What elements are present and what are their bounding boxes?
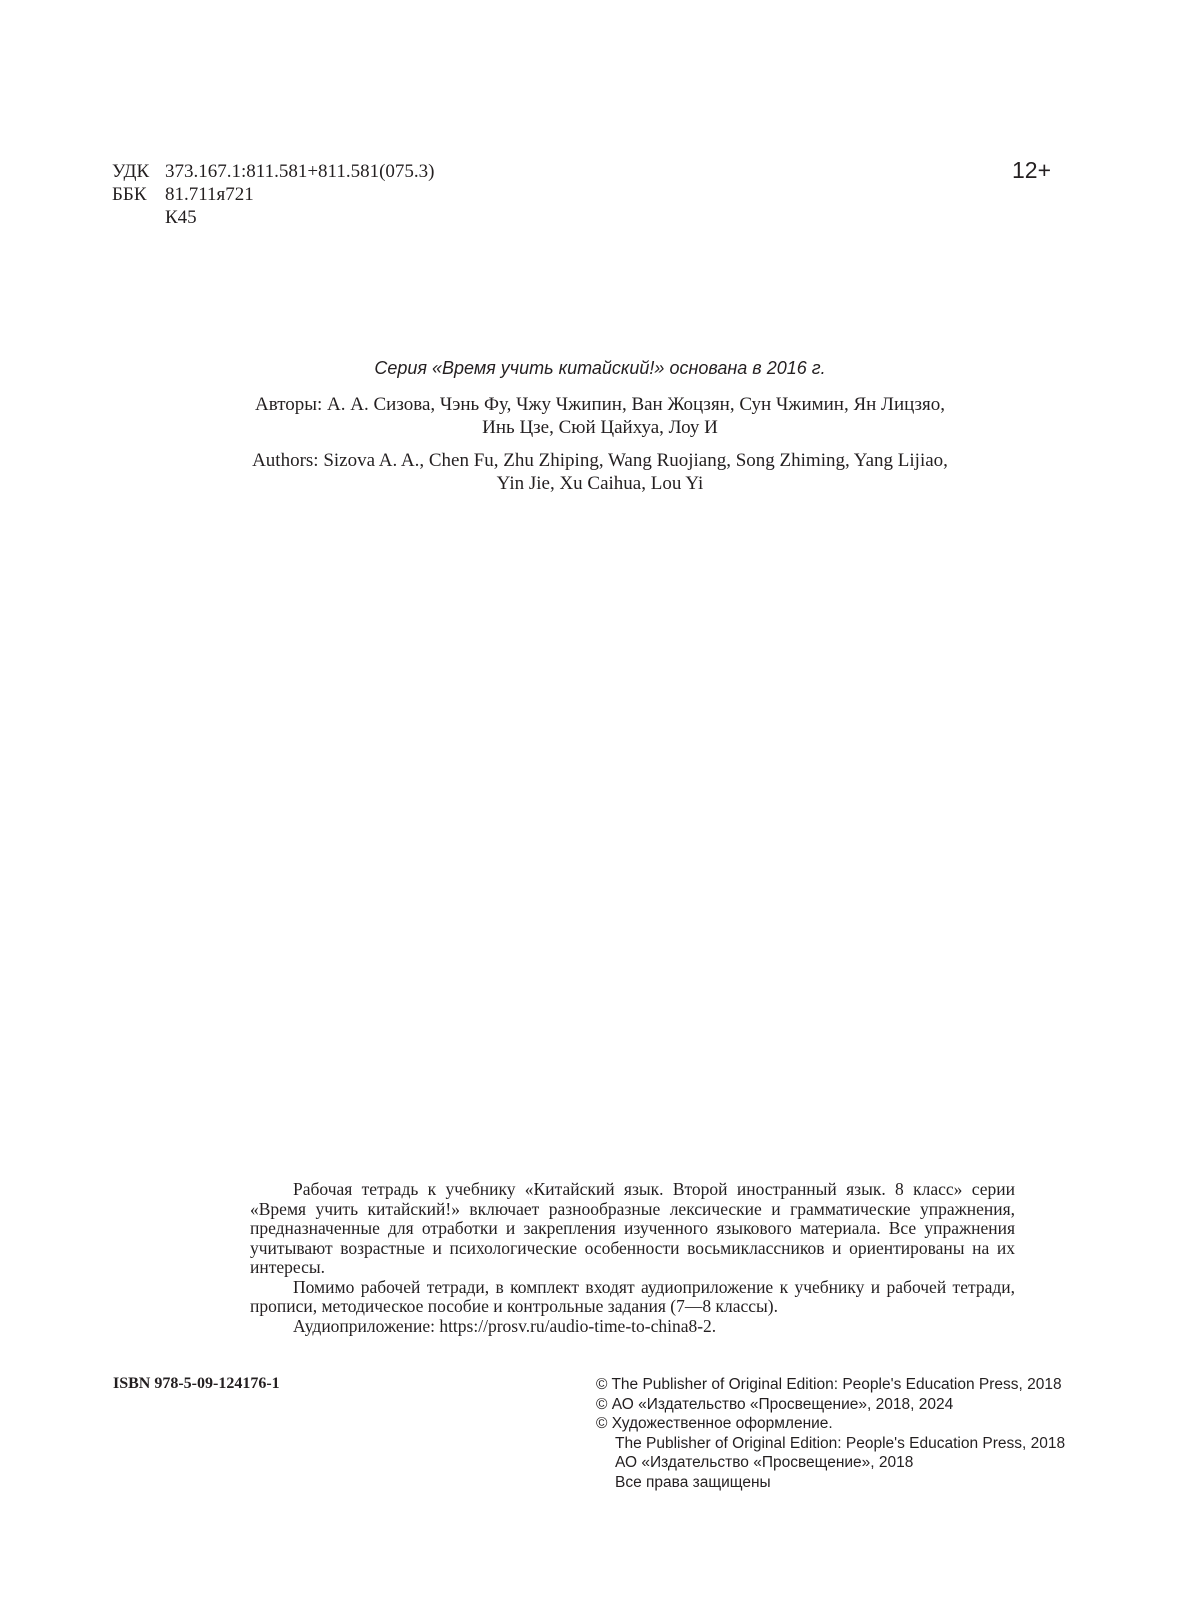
annotation: [250, 1180, 1015, 1336]
bbk-row: [112, 183, 435, 206]
author-mark: К45: [165, 207, 197, 228]
authors-en-line: Authors: Sizova A. A., Chen Fu, Zhu Zhiping, Wang Ruojiang, Song Zhiming, Yang Lijiao,: [252, 450, 948, 471]
isbn: ISBN 978-5-09-124176-1: [113, 1375, 280, 1392]
udk-value: 373.167.1:811.581+811.581(075.3): [165, 161, 435, 182]
copyright-line: АО «Издательство «Просвещение», 2018: [615, 1454, 914, 1471]
copyright-line: The Publisher of Original Edition: People's Education Press, 2018: [615, 1434, 1066, 1452]
age-rating: 12+: [1012, 157, 1052, 183]
authors-ru-line: Инь Цзе, Сюй Цайхуа, Лоу И: [482, 417, 718, 438]
classification-block: [112, 160, 435, 229]
copyright-block: [596, 1375, 1065, 1492]
copyright-line: © АО «Издательство «Просвещение», 2018, 2024: [596, 1395, 954, 1413]
rights-reserved: Все права защищены: [615, 1473, 771, 1491]
udk-row: [112, 160, 435, 183]
copyright-line: © Художественное оформление.: [596, 1415, 833, 1432]
annotation-paragraph: Рабочая тетрадь к учебнику «Китайский язык. Второй иностранный язык. 8 класс» серии «Время учить китайский!» включает разнообразные лексические и грамматические упражнения, предназначенные для отработки и закрепления изученного языкового материала. Все упражнения учитывают возрастные и психологические особенности восьмиклассников и ориентированы на их интересы.: [250, 1179, 1015, 1277]
annotation-audio-link: Аудиоприложение: https://prosv.ru/audio-time-to-china8-2.: [293, 1315, 717, 1336]
bbk-label: ББК: [112, 184, 147, 205]
copyright-line: © The Publisher of Original Edition: People's Education Press, 2018: [596, 1376, 1062, 1393]
authors-en-line: Yin Jie, Xu Caihua, Lou Yi: [496, 473, 704, 494]
authors-ru: [0, 393, 1200, 439]
udk-label: УДК: [112, 161, 150, 182]
bbk-value: 81.711я721: [165, 184, 254, 205]
annotation-paragraph: Помимо рабочей тетради, в комплект входят аудиоприложение к учебнику и рабочей тетради, прописи, методическое пособие и контрольные задания (7—8 классы).: [250, 1276, 1015, 1316]
authors-ru-line: Авторы: А. А. Сизова, Чэнь Фу, Чжу Чжипин, Ван Жоцзян, Сун Чжимин, Ян Лицзяо,: [254, 394, 946, 415]
authors-en: [0, 449, 1200, 495]
series-line: Серия «Время учить китайский!» основана в 2016 г.: [374, 358, 826, 378]
